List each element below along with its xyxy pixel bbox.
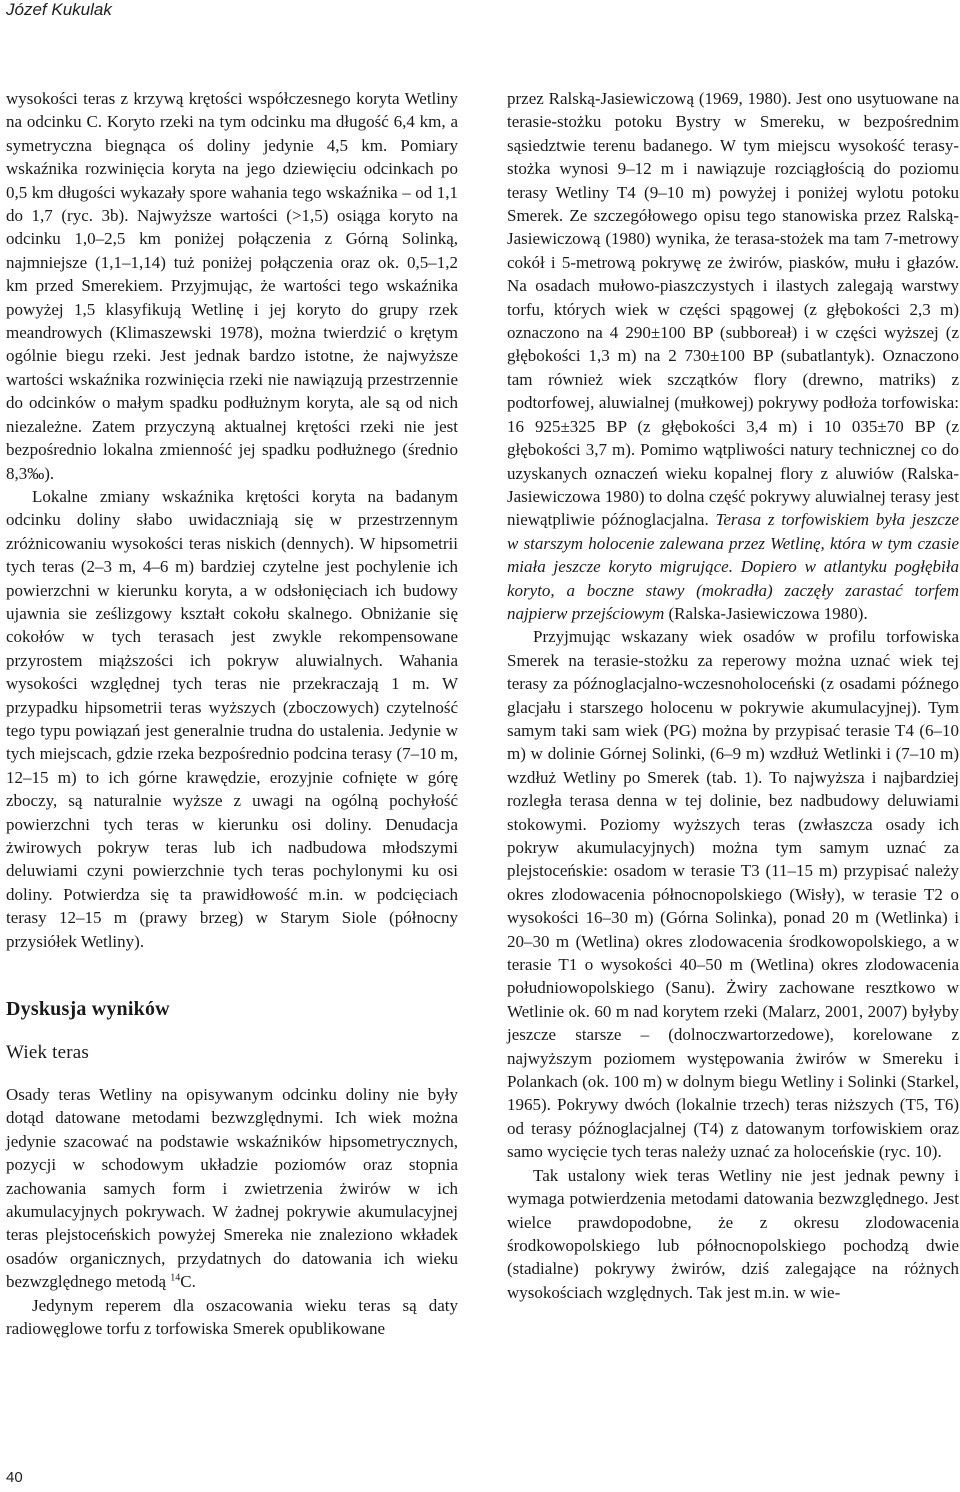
paragraph-dating-text: Osady teras Wetliny na opisywanym odcinku doliny nie były dotąd datowane metodami bezwzględnymi. Ich wiek można jedynie szacować na podstawie wskaźników hipsometrycznych, pozycji w schodowym układzie poziomów oraz stopnia zachowania samych form i zwietrzenia żwirów w ich akumulacyjnych pokrywach. W żadnej pokrywie akumulacyjnej teras plejstoceńskich powyżej Smereka nie znaleziono wkładek osadów organicznych, przydatnych do datowania ich wieku bezwzględnego metodą xyxy=(6,1085,458,1292)
paragraph-uncertainty: Tak ustalony wiek teras Wetliny nie jest jednak pewny i wymaga potwierdzenia metodami datowania bezwzględnego. Jest wielce prawdopodobne, że z okresu zlodowacenia środkowopolskiego lub północnopolskiego pochodzą dwie (stadialne) pokrywy żwirów, dziś zalegające na różnych wysokościach względnych. Tak jest m.in. w wie- xyxy=(507,1165,959,1302)
left-column xyxy=(6,87,458,1341)
paragraph-local-changes: Lokalne zmiany wskaźnika krętości koryta na badanym odcinku doliny słabo uwidaczniają się w przestrzennym zróżnicowaniu wysokości teras niskich (dennych). W hipsometrii tych teras (2–3 m, 4–6 m) bardziej czytelne jest pochylenie ich powierzchni w kierunku koryta, a w odsłonięciach ich budowy ujawnia sie ześlizgowy kształt cokołu skalnego. Obniżanie się cokołów w tych terasach jest zwykle rekompensowane przyrostem miąższości ich pokryw aluwialnych. Wahania wysokości względnej tych teras nie przekraczają 1 m. W przypadku hipsometrii teras wyższych (zboczowych) czytelność tego typu powiązań jest generalnie trudna do ustalenia. Jedynie w tych miejscach, gdzie rzeka bezpośrednio podcina terasy (7–10 m, 12–15 m) to ich górne krawędzie, erozyjnie cofnięte w górę zboczy, są naturalnie wyższe z uwagi na ogólną pochyłość powierzchni tych teras w kierunku osi doliny. Denudacja żwirowych pokryw teras lub ich nadbudowa młodszymi deluwiami czyni powierzchnie tych teras pochylonymi ku osi doliny. Potwierdza się ta prawidłowość m.in. w podcięciach terasy 12–15 m (prawy brzeg) w Starym Siole (północny przysiółek Wetliny). xyxy=(6,486,458,951)
citation-ralska: (Ralska-Jasiewiczowa 1980). xyxy=(668,603,868,623)
page-number: 40 xyxy=(6,1469,23,1486)
subsection-heading-terrace-age: Wiek teras xyxy=(6,1042,90,1064)
paragraph-reference-dates: Jedynym reperem dla oszacowania wieku teras są daty radiowęglowe torfu z torfowiska Smerek opublikowane xyxy=(6,1295,458,1339)
running-header-author: Józef Kukulak xyxy=(6,0,112,19)
right-column xyxy=(507,87,959,1304)
paragraph-terrace-ages: Przyjmując wskazany wiek osadów w profilu torfowiska Smerek na terasie-stożku za reperowy można uznać wiek tej terasy za późnoglacjalno-wczesnoholoceński (z osadami późnego glacjału i starszego holocenu w pokrywie akumulacyjnej). Tym samym taki sam wiek (PG) można by przypisać terasie T4 (6–10 m) w dolinie Górnej Solinki, (6–9 m) wzdłuż Wetlinki i (7–10 m) wzdłuż Wetliny po Smerek (tab. 1). To najwyższa i najbardziej rozległa terasa denna w tej dolinie, bez nadbudowy deluwiami stokowymi. Poziomy wyższych teras (zwłaszcza osady ich pokryw akumulacyjnych) można tym samym uznać za plejstoceńskie: osadom w terasie T3 (11–15 m) przypisać należy okres zlodowacenia północnopolskiego (Wisły), w terasie T2 o wysokości 16–30 m) (Górna Solinka), ponad 20 m (Wetlinka) i 20–30 m (Wetlina) okres zlodowacenia środkowopolskiego, a w terasie T1 o wysokości 40–50 m (Wetlina) okres zlodowacenia południowopolskiego (Sanu). Żwiry zachowane resztkowo w Wetlinie ok. 60 m nad korytem rzeki (Malarz, 2001, 2007) byłyby jeszcze starsze – (dolnoczwartorzedowe), korelowane z najwyższym poziomem występowania żwirów w Smereku i Polankach (ok. 100 m) w dolnym biegu Wetliny i Solinki (Starkel, 1965). Pokrywy dwóch (lokalnie trzech) teras niższych (T5, T6) od terasy późnoglacjalnej (T4) z datowanym torfowiskiem oraz samo wycięcie tych teras należy uznać za holoceńskie (ryc. 10). xyxy=(507,627,959,1162)
paragraph-smerek-peat-text: przez Ralską-Jasiewiczową (1969, 1980). Jest ono usytuowane na terasie-stożku potoku Bystry w Smereku, w bezpośrednim sąsiedztwie terenu badanego. W tym miejscu wysokość terasy-stożka wynosi 9–12 m i nawiązuje rozciągłością do poziomu terasy Wetliny T4 (9–10 m) powyżej i poniżej wylotu potoku Smerek. Ze szczegółowego opisu tego stanowiska przez Ralską-Jasiewiczową (1980) wynika, że terasa-stożek ma tam 7-metrowy cokół i 5-metrową pokrywę ze żwirów, piasków, mułu i głazów. Na osadach mułowo-piaszczystych i ilastych zalegają warstwy torfu, których wiek w części spągowej (z głębokości 2,3 m) oznaczono na 4 290±100 BP (subboreał) i w części wyższej (z głębokości 1,3 m) na 2 730±100 BP (subatlantyk). Oznaczono tam również wiek szczątków flory (drewno, matriks) z podtorfowej, aluwialnej (mułkowej) pokrywy podłoża torfowiska: 16 925±325 BP (z głębokości 3,4 m) i 10 035±70 BP (z głębokości 3,7 m). Pomimo wątpliwości natury technicznej co do uzyskanych oznaczeń wieku kopalnej flory z aluwiów (Ralska-Jasiewiczowa 1980) to dolna część pokrywy aluwialnej terasy jest niewątpliwie późnoglacjalna. xyxy=(507,89,959,530)
carbon-isotope-superscript: 14 xyxy=(170,1272,181,1284)
paragraph-smerek-peat xyxy=(507,87,959,625)
italic-quote: Terasa z torfowiskiem była jeszcze w starszym holocenie zalewana przez Wetlinę, która w tym czasie miała jeszcze koryto migrujące. Dopiero w atlantyku pogłębiła koryto, a boczne stawy (mokradła) zaczęły zarastać torfem najpierw przejściowym xyxy=(507,510,960,623)
paragraph-dating xyxy=(6,1083,458,1294)
carbon-symbol: C. xyxy=(180,1272,196,1292)
paragraph-sinuosity: wysokości teras z krzywą krętości współczesnego koryta Wetliny na odcinku C. Koryto rzeki na tym odcinku ma długość 6,4 km, a symetryczna biegnąca oś doliny jedynie 4,5 km. Pomiary wskaźnika rozwinięcia koryta na jego dziewięciu odcinkach po 0,5 km długości wykazały spore wahania tego wskaźnika – od 1,1 do 1,7 (ryc. 3b). Najwyższe wartości (>1,5) osiąga koryto na odcinku 1,0–2,5 km poniżej połączenia z Górną Solinką, najmniejsze (1,1–1,14) tuż poniżej połączenia oraz ok. 0,5–1,2 km przed Smerekiem. Przyjmując, że wartości tego wskaźnika powyżej 1,5 klasyfikują Wetlinę i jej koryto do grupy rzek meandrowych (Klimaszewski 1978), można twierdzić o krętym ogólnie biegu rzeki. Jest jednak bardzo istotne, że najwyższe wartości wskaźnika rozwinięcia rzeki nie nawiązują przestrzennie do odcinków o małym spadku podłużnym koryta, ale są od nich niezależne. Zatem przyczyną aktualnej krętości rzeki nie jest bezpośrednio lokalna zmienność jej spadku podłużnego (średnio 8,3‰). xyxy=(6,89,458,483)
section-heading-discussion: Dyskusja wyników xyxy=(6,998,170,1021)
